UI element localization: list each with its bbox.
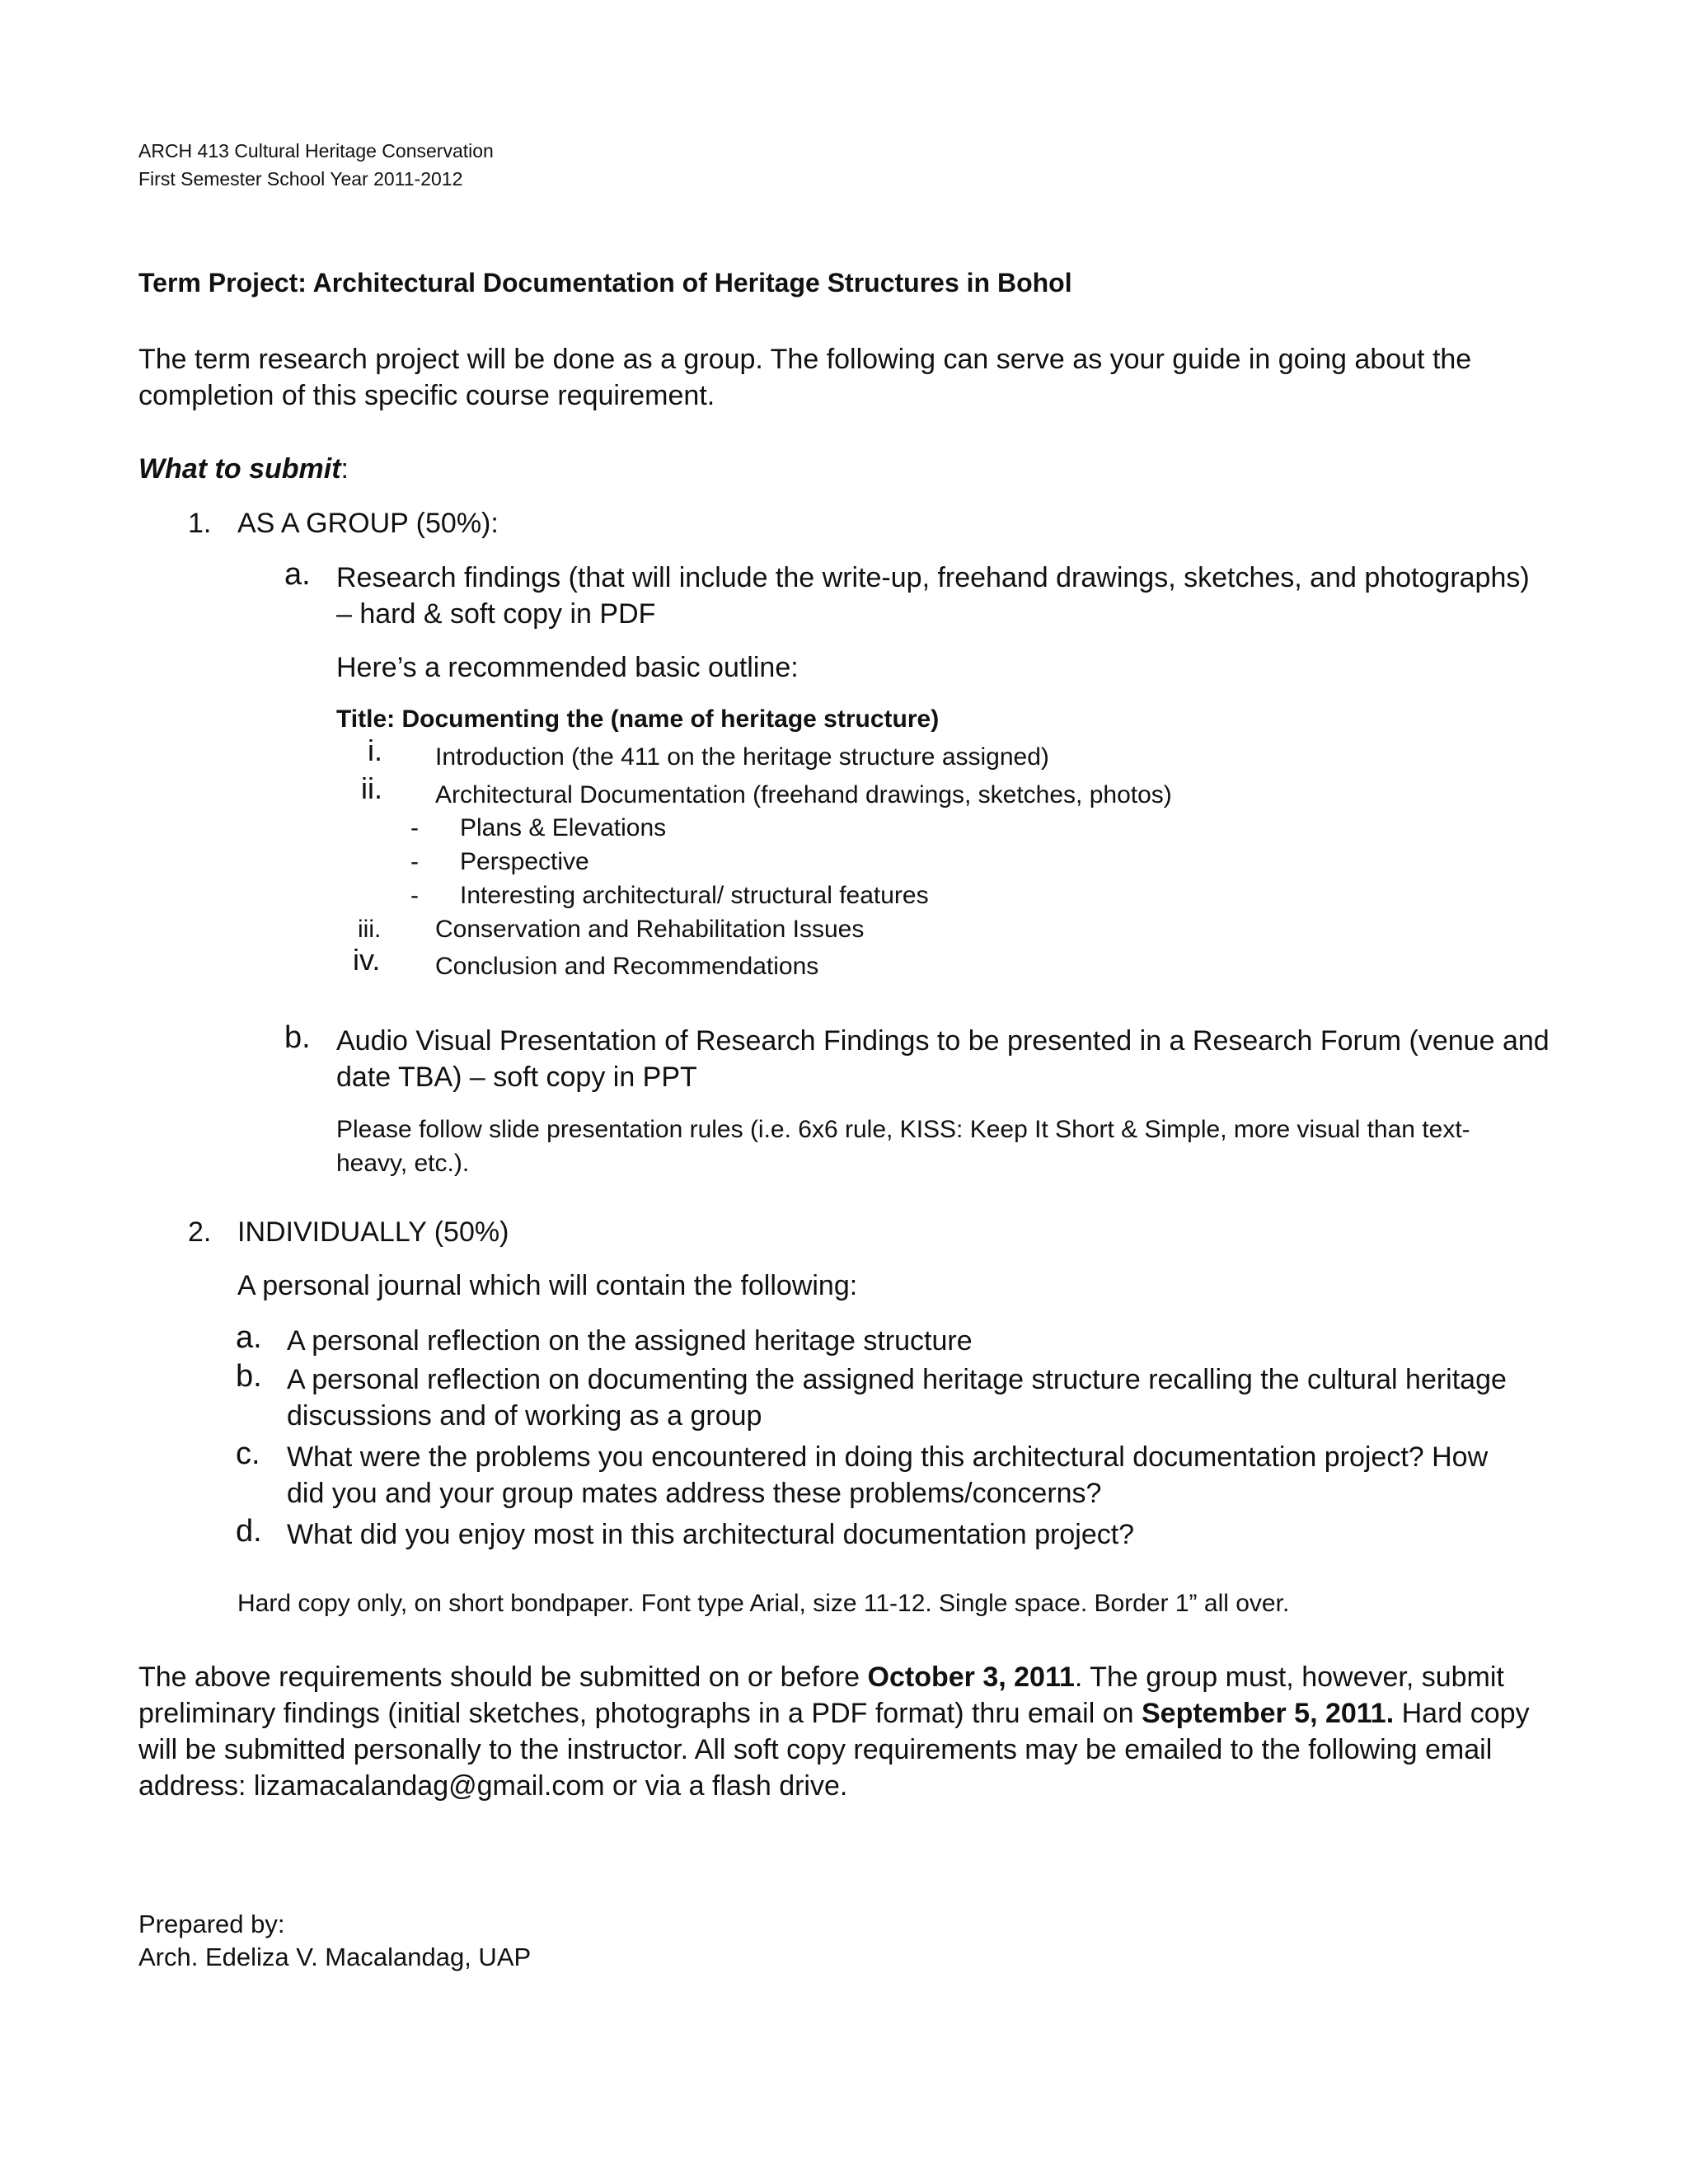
- document-title: Term Project: Architectural Documentation of Heritage Structures in Bohol: [138, 268, 1072, 298]
- outline-i-marker: i.: [368, 733, 382, 767]
- what-to-submit-label: What to submit: [138, 453, 341, 485]
- deadline-line-4: address: lizamacalandag@gmail.com or via a flash drive.: [138, 1770, 848, 1802]
- journal-item-c-marker: c.: [236, 1436, 260, 1471]
- outline-ii-text: Architectural Documentation (freehand drawings, sketches, photos): [435, 781, 1172, 808]
- group-heading: AS A GROUP (50%):: [237, 508, 499, 539]
- group-item-a-line-1: Research findings (that will include the write-up, freehand drawings, sketches, and photographs): [336, 562, 1530, 593]
- outline-ii-marker: ii.: [361, 771, 382, 805]
- outline-iii-text: Conservation and Rehabilitation Issues: [435, 916, 865, 943]
- deadline-text-2: . The group must, however, submit: [1074, 1661, 1504, 1693]
- course-name: ARCH 413 Cultural Heritage Conservation: [138, 140, 494, 162]
- intro-line-1: The term research project will be done as a group. The following can serve as your guide in going about the: [138, 344, 1472, 375]
- outline-i-text: Introduction (the 411 on the heritage structure assigned): [435, 743, 1049, 771]
- prepared-by-name: Arch. Edeliza V. Macalandag, UAP: [138, 1943, 532, 1971]
- outline-intro: Here’s a recommended basic outline:: [336, 652, 799, 683]
- journal-item-c-line-1: What were the problems you encountered in doing this architectural documentation project? How: [287, 1441, 1489, 1473]
- outline-iv-marker: iv.: [353, 943, 381, 977]
- deadline-line-2: [138, 1694, 1530, 1732]
- ppt-note-line-2: heavy, etc.).: [336, 1150, 470, 1177]
- group-item-b-marker: b.: [284, 1020, 311, 1055]
- subpoint-2-text: Perspective: [460, 848, 589, 875]
- subpoint-3-text: Interesting architectural/ structural features: [460, 882, 929, 909]
- intro-line-2: completion of this specific course requirement.: [138, 380, 715, 411]
- group-item-b-line-2: date TBA) – soft copy in PPT: [336, 1062, 697, 1093]
- group-item-a-line-2: – hard & soft copy in PDF: [336, 598, 656, 630]
- subpoint-1-marker: -: [410, 814, 419, 841]
- deadline-text-4: Hard copy: [1394, 1698, 1530, 1729]
- outline-title: Title: Documenting the (name of heritage structure): [336, 705, 940, 733]
- outline-iii-marker: iii.: [358, 916, 382, 943]
- journal-intro: A personal journal which will contain the following:: [237, 1270, 858, 1301]
- journal-item-a-marker: a.: [236, 1320, 262, 1355]
- deadline-line-1: [138, 1658, 1504, 1696]
- prepared-by-label: Prepared by:: [138, 1910, 285, 1938]
- deadline-text-3: preliminary findings (initial sketches, photographs in a PDF format) thru email on: [138, 1698, 1142, 1729]
- individual-number: 2.: [188, 1216, 212, 1248]
- group-number: 1.: [188, 508, 212, 539]
- what-to-submit-colon: :: [340, 453, 349, 485]
- journal-item-d-marker: d.: [236, 1514, 262, 1549]
- individual-heading: INDIVIDUALLY (50%): [237, 1216, 509, 1248]
- deadline-date-final: October 3, 2011: [867, 1661, 1075, 1693]
- journal-item-b-marker: b.: [236, 1359, 262, 1394]
- journal-item-b-line-2: discussions and of working as a group: [287, 1400, 762, 1432]
- deadline-line-3: will be submitted personally to the instructor. All soft copy requirements may be emailed to the following email: [138, 1734, 1493, 1765]
- journal-item-a-text: A personal reflection on the assigned heritage structure: [287, 1325, 973, 1357]
- journal-item-d-text: What did you enjoy most in this architectural documentation project?: [287, 1519, 1135, 1550]
- deadline-date-preliminary: September 5, 2011.: [1141, 1698, 1395, 1729]
- journal-item-b-line-1: A personal reflection on documenting the assigned heritage structure recalling the cultural heritage: [287, 1364, 1507, 1395]
- outline-iv-text: Conclusion and Recommendations: [435, 953, 819, 980]
- ppt-note-line-1: Please follow slide presentation rules (i.e. 6x6 rule, KISS: Keep It Short & Simple, more visual than text-: [336, 1116, 1470, 1143]
- journal-item-c-line-2: did you and your group mates address these problems/concerns?: [287, 1478, 1102, 1509]
- subpoint-2-marker: -: [410, 848, 419, 875]
- what-to-submit-heading: [138, 450, 349, 488]
- deadline-text-1: The above requirements should be submitted on or before: [138, 1661, 868, 1693]
- subpoint-1-text: Plans & Elevations: [460, 814, 667, 841]
- group-item-b-line-1: Audio Visual Presentation of Research Findings to be presented in a Research Forum (venue and: [336, 1025, 1550, 1057]
- subpoint-3-marker: -: [410, 882, 419, 909]
- group-item-a-marker: a.: [284, 557, 311, 592]
- semester-line: First Semester School Year 2011-2012: [138, 168, 463, 190]
- format-note: Hard copy only, on short bondpaper. Font type Arial, size 11-12. Single space. Border 1” all over.: [237, 1590, 1290, 1617]
